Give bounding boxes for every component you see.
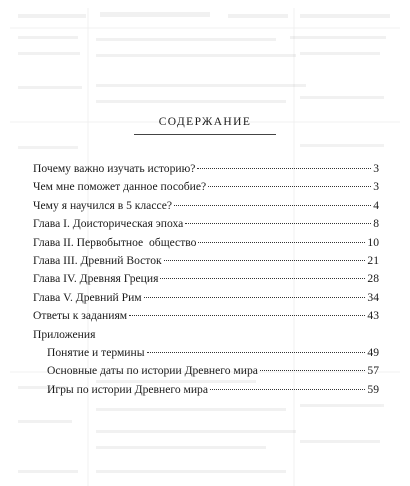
toc-entry-label: Почему важно изучать историю? (33, 162, 196, 175)
toc-entry (33, 234, 379, 252)
table-of-contents (33, 160, 379, 399)
dot-leader (164, 260, 366, 261)
toc-entry (33, 160, 379, 178)
dot-leader (144, 297, 366, 298)
toc-entry-label: Чему я научился в 5 классе? (33, 198, 173, 212)
toc-entry-page: 4 (373, 198, 379, 212)
toc-entry-page: 3 (373, 162, 379, 175)
toc-entry-page: 3 (373, 180, 379, 194)
dot-leader (260, 370, 365, 371)
page-title: СОДЕРЖАНИЕ (158, 116, 252, 128)
toc-entry-page: 49 (367, 345, 379, 359)
dot-leader (197, 168, 371, 169)
title-underline (134, 134, 276, 135)
dot-leader (160, 278, 365, 279)
toc-entry-page: 28 (367, 272, 379, 286)
toc-entry (33, 307, 379, 325)
toc-entry-page: 43 (367, 309, 379, 323)
dot-leader (208, 186, 371, 187)
toc-entry-page: 21 (367, 253, 379, 267)
toc-entry-page: 8 (373, 217, 379, 231)
toc-entry (33, 289, 379, 307)
toc-entry (33, 362, 379, 380)
toc-entry-label: Чем мне поможет данное пособие? (33, 180, 207, 194)
toc-entry-label: Основные даты по истории Древнего мира (47, 364, 258, 378)
toc-entry-page: 34 (367, 290, 379, 304)
toc-entry (33, 381, 379, 399)
dot-leader (174, 205, 371, 206)
dot-leader (147, 352, 366, 353)
dot-leader (210, 389, 365, 390)
toc-entry-label: Глава IV. Древняя Греция (33, 272, 159, 286)
toc-entry-label: Понятие и термины (47, 345, 145, 359)
toc-entry-label: Игры по истории Древнего мира (47, 382, 208, 396)
toc-entry-label: Глава II. Первобытное общество (33, 235, 197, 249)
dot-leader (198, 242, 365, 243)
toc-entry (33, 270, 379, 288)
toc-entry-label: Глава I. Доисторическая эпоха (33, 217, 184, 231)
toc-entry-page: 10 (367, 235, 379, 249)
toc-entry-page: 59 (367, 382, 379, 396)
toc-entry (33, 252, 379, 270)
toc-entry-label: Ответы к заданиям (33, 309, 128, 323)
toc-section-heading (33, 326, 379, 344)
toc-entry (33, 197, 379, 215)
toc-entry (33, 215, 379, 233)
toc-entry-label: Глава III. Древний Восток (33, 253, 162, 267)
toc-entry-page: 57 (367, 364, 379, 378)
toc-entry (33, 344, 379, 362)
dot-leader (185, 223, 371, 224)
toc-entry (33, 178, 379, 196)
appendix-heading: Приложения (33, 327, 96, 341)
dot-leader (129, 315, 365, 316)
toc-entry-label: Глава V. Древний Рим (33, 290, 142, 304)
